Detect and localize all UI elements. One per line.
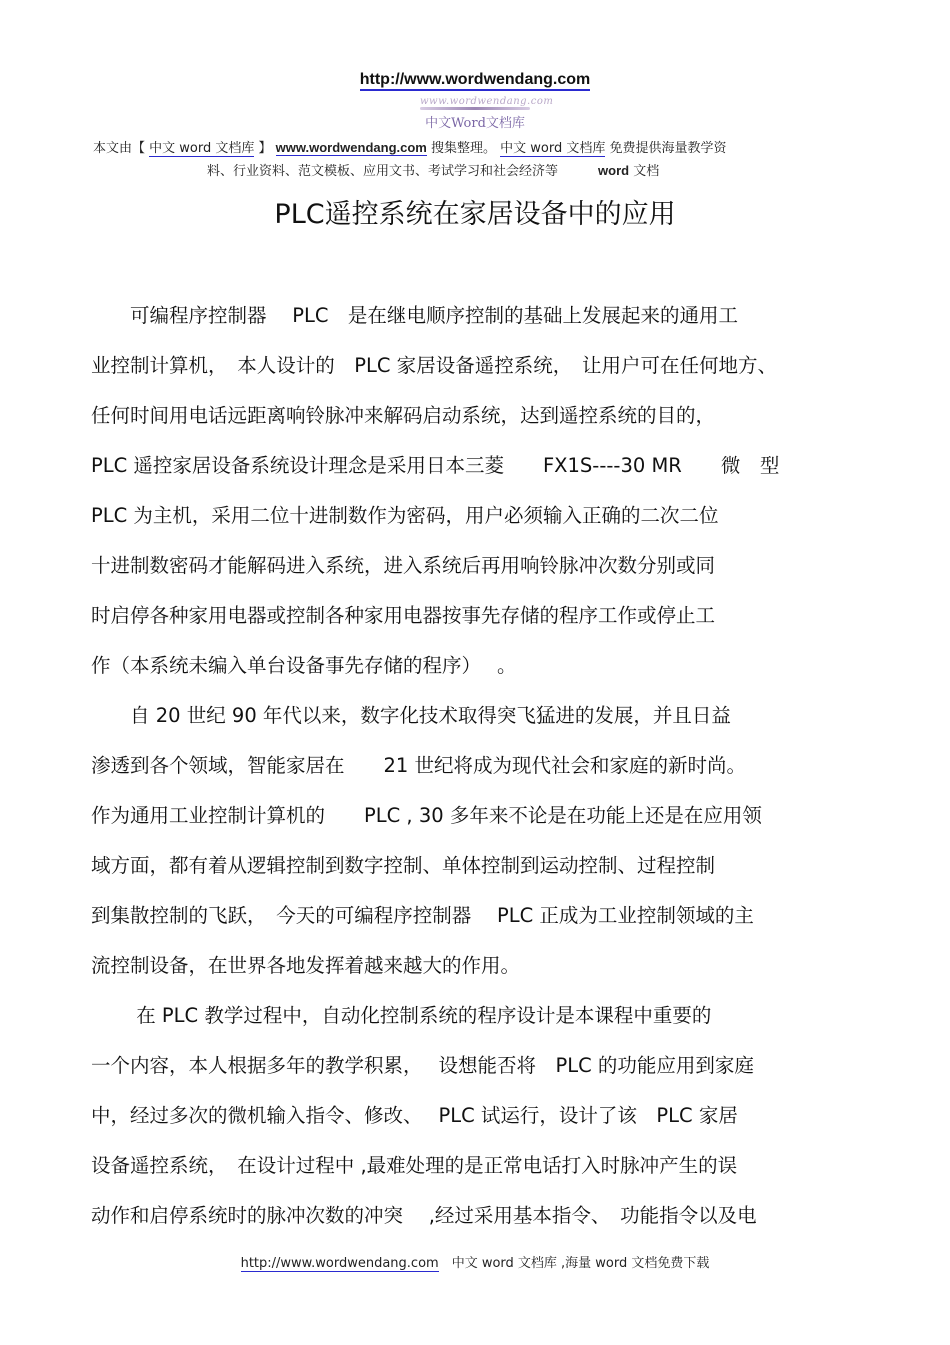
credit-link-library[interactable]: 中文 word 文档库 <box>149 141 255 156</box>
body-line: 动作和启停系统时的脉冲次数的冲突 ,经过采用基本指令、 功能指令以及电 <box>91 1204 757 1227</box>
logo-wordmark <box>420 96 554 108</box>
body-line: 一个内容，本人根据多年的教学积累， 设想能否将 PLC 的功能应用到家庭 <box>91 1054 754 1077</box>
credit-site-link[interactable]: www.wordwendang.com <box>275 140 427 155</box>
body-line: 到集散控制的飞跃， 今天的可编程序控制器 PLC 正成为工业控制领域的主 <box>91 904 754 927</box>
header-url <box>0 71 950 89</box>
body-line: 在 PLC 教学过程中，自动化控制系统的程序设计是本课程中重要的 <box>91 1004 712 1027</box>
body-line: 时启停各种家用电器或控制各种家用电器按事先存储的程序工作或停止工 <box>91 604 716 627</box>
body-line: 中，经过多次的微机输入指令、修改、 PLC 试运行，设计了该 PLC 家居 <box>91 1104 738 1127</box>
credit-line-1 <box>93 137 727 156</box>
credit-text: 料、行业资料、范文模板、应用文书、考试学习和社会经济等 <box>207 164 559 179</box>
credit-text: 免费提供海量教学资 <box>605 141 727 156</box>
credit-bold-word: word <box>598 163 630 178</box>
logo-caption: 中文Word文档库 <box>425 116 525 131</box>
body-line: 作为通用工业控制计算机的 PLC , 30 多年来不论是在功能上还是在应用领 <box>91 804 762 827</box>
body-line: 域方面，都有着从逻辑控制到数字控制、单体控制到运动控制、过程控制 <box>91 854 716 877</box>
body-line: 业控制计算机， 本人设计的 PLC 家居设备遥控系统， 让用户可在任何地方、 <box>91 354 777 377</box>
body-line: PLC 遥控家居设备系统设计理念是采用日本三菱 FX1S----30 MR 微 型 <box>91 454 780 477</box>
body-line: PLC 为主机，采用二位十进制数作为密码，用户必须输入正确的二次二位 <box>91 504 719 527</box>
body-line: 任何时间用电话远距离响铃脉冲来解码启动系统，达到遥控系统的目的， <box>91 404 716 427</box>
credit-text: 搜集整理。 <box>426 141 501 156</box>
credit-line-2 <box>207 160 659 179</box>
logo-wordmark-text: www.wordwendang.com <box>420 96 554 107</box>
body-line: 可编程序控制器 PLC 是在继电顺序控制的基础上发展起来的通用工 <box>91 304 738 327</box>
body-line: 作（本系统未编入单台设备事先存储的程序） 。 <box>91 654 517 677</box>
logo-swoosh <box>420 107 530 110</box>
page-footer <box>0 1252 950 1271</box>
body-line: 设备遥控系统， 在设计过程中 ,最难处理的是正常电话打入时脉冲产生的误 <box>91 1154 738 1177</box>
header-url-link[interactable]: http://www.wordwendang.com <box>360 71 591 91</box>
credit-text: 】 <box>254 141 272 156</box>
body-line: 渗透到各个领域，智能家居在 21 世纪将成为现代社会和家庭的新时尚。 <box>91 754 747 777</box>
footer-url-link[interactable]: http://www.wordwendang.com <box>240 1256 439 1271</box>
footer-text: 中文 word 文档库 ,海量 word 文档免费下载 <box>438 1256 710 1271</box>
body-line: 流控制设备，在世界各地发挥着越来越大的作用。 <box>91 954 521 977</box>
credit-text: 文档 <box>629 164 660 179</box>
credit-text: 本文由【 <box>93 141 150 156</box>
credit-link-library-2[interactable]: 中文 word 文档库 <box>500 141 606 156</box>
site-logo <box>410 96 554 132</box>
body-line: 十进制数密码才能解码进入系统，进入系统后再用响铃脉冲次数分别或同 <box>91 554 716 577</box>
document-title: PLC遥控系统在家居设备中的应用 <box>274 199 676 230</box>
body-line: 自 20 世纪 90 年代以来，数字化技术取得突飞猛进的发展，并且日益 <box>91 704 731 727</box>
